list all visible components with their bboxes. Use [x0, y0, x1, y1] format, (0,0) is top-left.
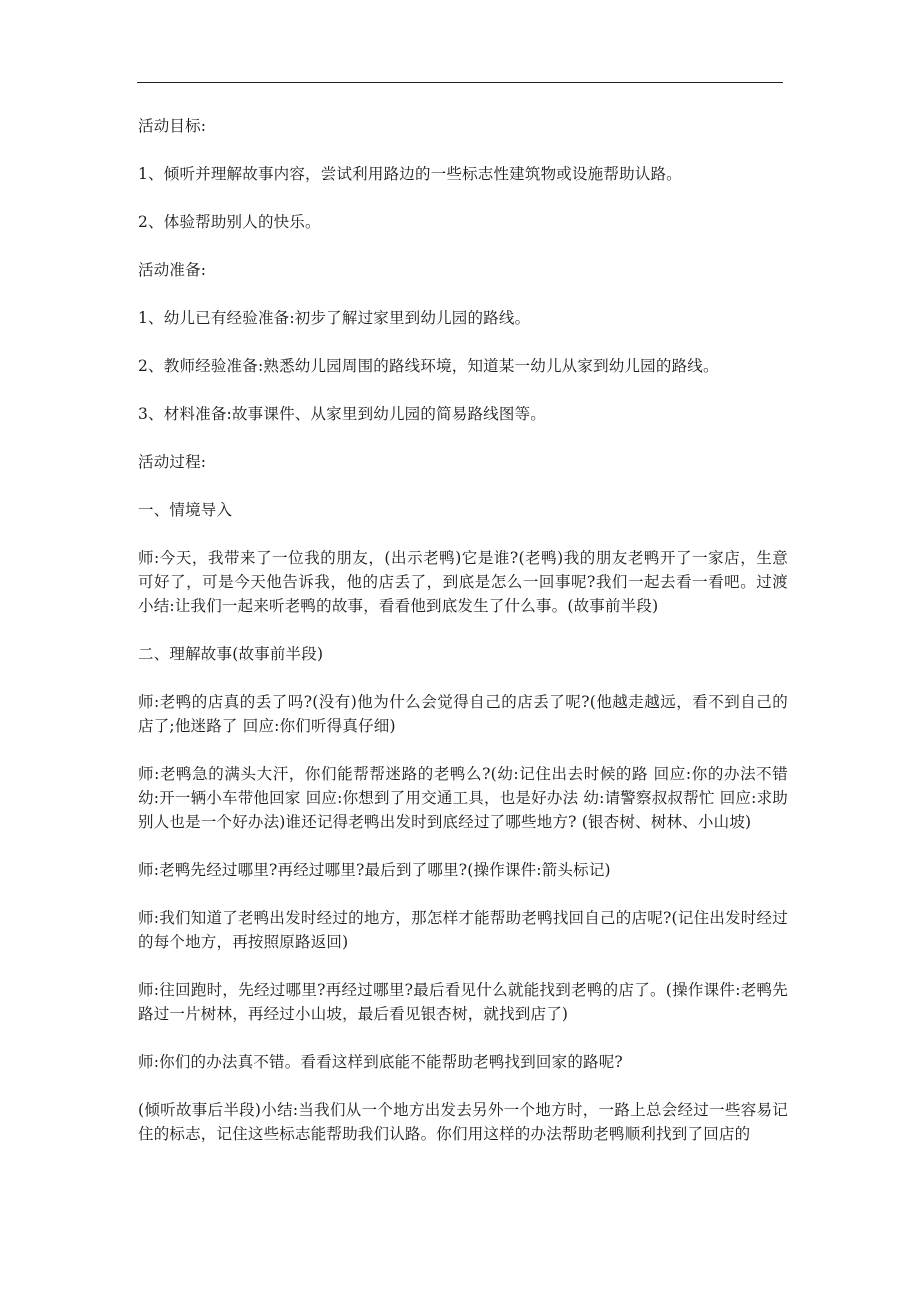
summary: (倾听故事后半段)小结:当我们从一个地方出发去另外一个地方时，一路上总会经过一些容易记住的标志，记住这些标志能帮助我们认路。你们用这样的办法帮助老鸭顺利找到了回店的	[138, 1101, 788, 1143]
heading-process: 活动过程:	[138, 453, 207, 471]
goal-2: 2、体验帮助别人的快乐。	[138, 213, 321, 231]
heading-preparation: 活动准备:	[138, 261, 207, 279]
dialogue-3: 师:老鸭先经过哪里?再经过哪里?最后到了哪里?(操作课件:箭头标记)	[138, 861, 611, 879]
document-body	[138, 114, 788, 1170]
heading-goals: 活动目标:	[138, 117, 207, 135]
section-1-text: 师:今天，我带来了一位我的朋友，(出示老鸭)它是谁?(老鸭)我的朋友老鸭开了一家店，生意可好了，可是今天他告诉我，他的店丢了，到底是怎么一回事呢?我们一起去看一看吧。过渡小结:让我们一起来听老鸭的故事，看看他到底发生了什么事。(故事前半段)	[138, 549, 788, 615]
section-2-title: 二、理解故事(故事前半段)	[138, 645, 324, 663]
preparation-3: 3、材料准备:故事课件、从家里到幼儿园的简易路线图等。	[138, 405, 546, 423]
dialogue-4: 师:我们知道了老鸭出发时经过的地方，那怎样才能帮助老鸭找回自己的店呢?(记住出发时经过的每个地方，再按照原路返回)	[138, 909, 788, 951]
header-rule	[137, 82, 783, 83]
section-1-title: 一、情境导入	[138, 501, 233, 519]
preparation-2: 2、教师经验准备:熟悉幼儿园周围的路线环境，知道某一幼儿从家到幼儿园的路线。	[138, 357, 719, 375]
goal-1: 1、倾听并理解故事内容，尝试利用路边的一些标志性建筑物或设施帮助认路。	[138, 165, 682, 183]
dialogue-6: 师:你们的办法真不错。看看这样到底能不能帮助老鸭找到回家的路呢?	[138, 1053, 623, 1071]
dialogue-1: 师:老鸭的店真的丢了吗?(没有)他为什么会觉得自己的店丢了呢?(他越走越远，看不到自己的店了;他迷路了 回应:你们听得真仔细)	[138, 693, 788, 735]
dialogue-5: 师:往回跑时，先经过哪里?再经过哪里?最后看见什么就能找到老鸭的店了。(操作课件:老鸭先路过一片树林，再经过小山坡，最后看见银杏树，就找到店了)	[138, 981, 788, 1023]
dialogue-2: 师:老鸭急的满头大汗，你们能帮帮迷路的老鸭么?(幼:记住出去时候的路 回应:你的办法不错 幼:开一辆小车带他回家 回应:你想到了用交通工具，也是好办法 幼:请警察叔叔帮忙 回应:求助别人也是一个好办法)谁还记得老鸭出发时到底经过了哪些地方? (银杏树、树林、小山坡)	[138, 765, 788, 831]
preparation-1: 1、幼儿已有经验准备:初步了解过家里到幼儿园的路线。	[138, 309, 531, 327]
